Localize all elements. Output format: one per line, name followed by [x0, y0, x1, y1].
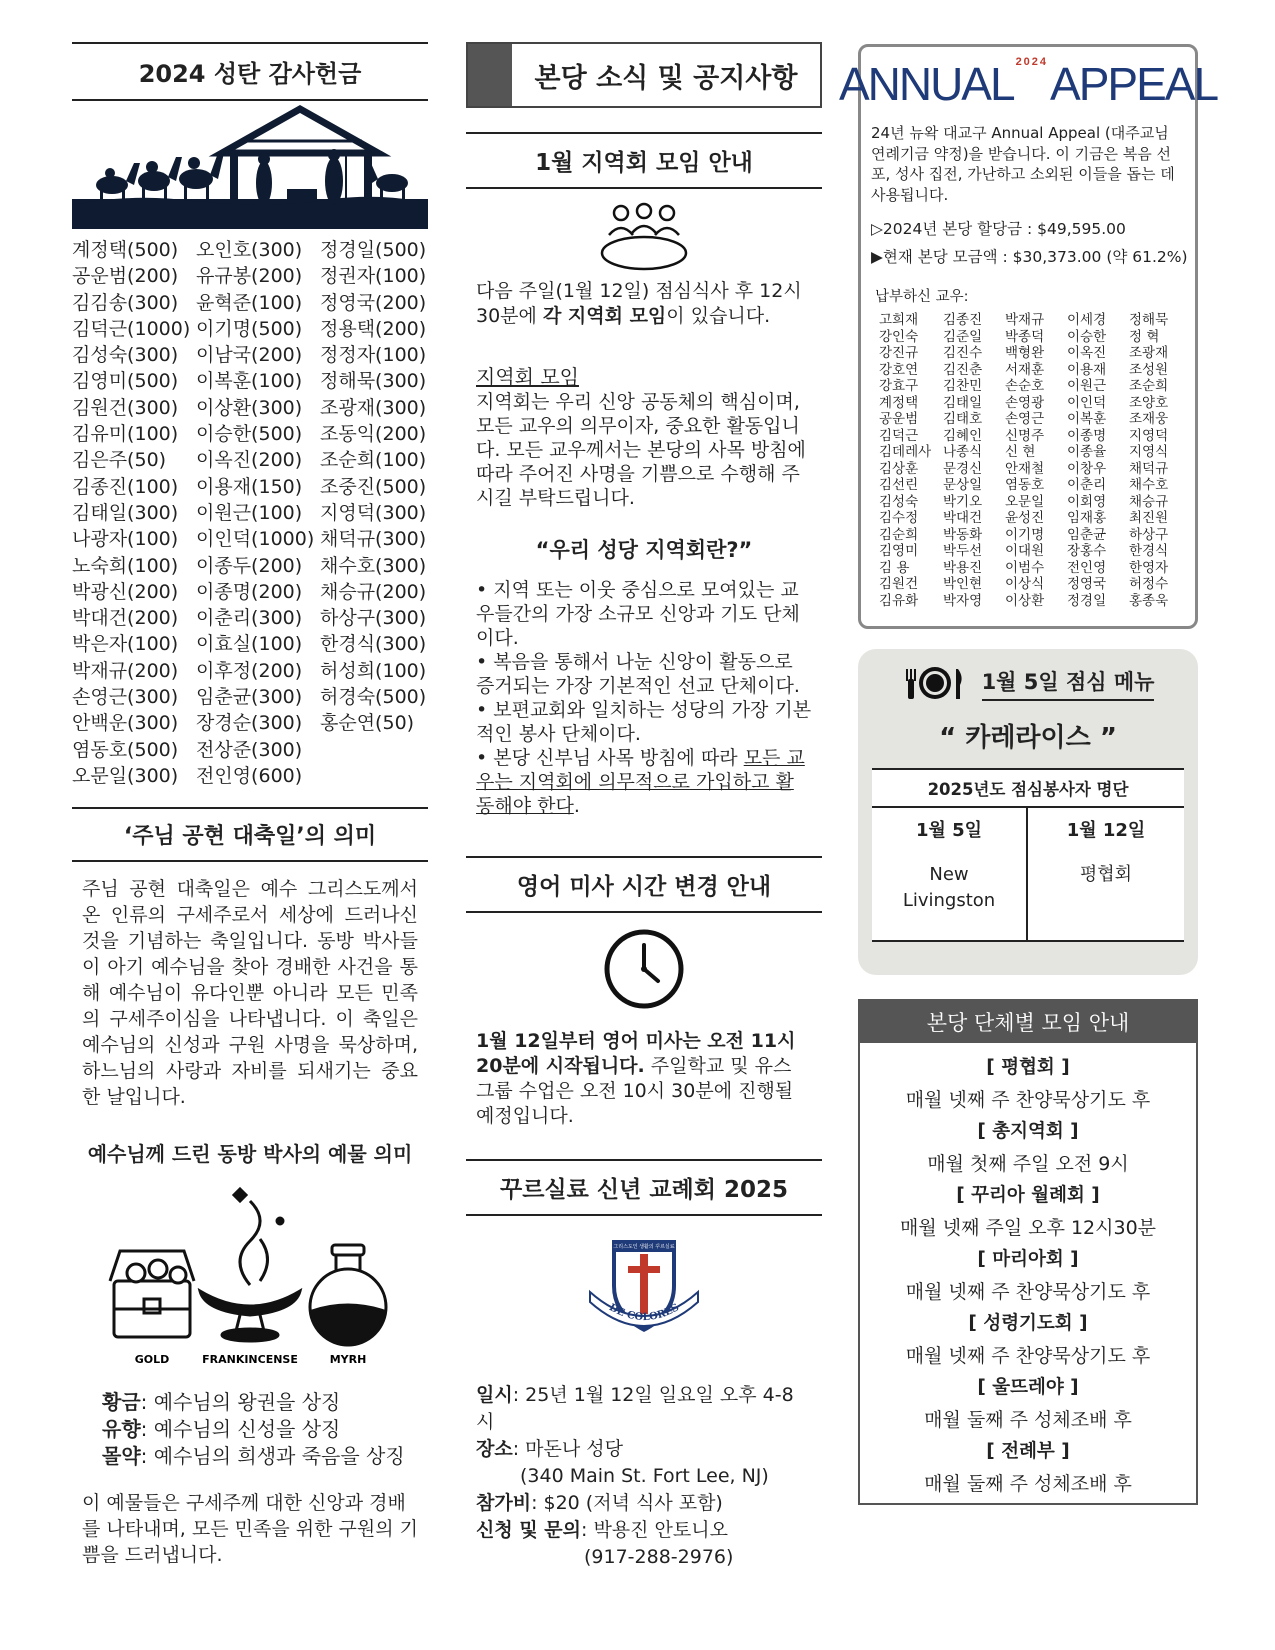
- contributor-name: 김영미: [879, 543, 919, 559]
- cursillo-date: [476, 1382, 812, 1436]
- donor-entry: 이종명(200): [196, 580, 303, 603]
- volunteer-columns: [872, 808, 1184, 940]
- lunch-menu-name: “ 카레라이스 ”: [939, 723, 1117, 753]
- contributor-name: 김덕근: [879, 427, 919, 444]
- contributor-name: 박인현: [943, 576, 983, 592]
- district-sub-title: 지역회 모임: [476, 365, 579, 389]
- contributor-name: 강진규: [879, 345, 919, 361]
- lunch-header: [872, 665, 1184, 701]
- contributor-name: 지영덕: [1129, 427, 1169, 444]
- value: : 25년 1월 12일 일요일 오후 4-8시: [476, 1384, 794, 1433]
- english-mass-bold: 1월 12일부터 영어 미사는 오전 11시 20분에 시작됩니다.: [476, 1030, 796, 1077]
- contributor-name: 나종식: [943, 444, 983, 460]
- donor-entry: 이남국(200): [196, 344, 303, 367]
- contributor-name: 김상훈: [879, 460, 919, 477]
- contributor-name: 김태호: [943, 411, 983, 427]
- contributor-name: 하상구: [1129, 526, 1169, 543]
- contributor-name: 지영식: [1129, 444, 1169, 460]
- gifts-closing-text: 이 예물들은 구세주께 대한 신앙과 경배를 나타내며, 모든 민족을 위한 구원의 기쁨을 드러냅니다.: [82, 1492, 418, 1567]
- contributor-name: 장홍수: [1067, 543, 1107, 559]
- donor-entry: 정영국(200): [320, 291, 427, 314]
- donor-entry: 조동익(200): [320, 423, 427, 446]
- contributor-name: 김진수: [943, 345, 983, 361]
- english-mass-text: [466, 1029, 822, 1129]
- volunteer-date: 1월 12일: [1066, 820, 1146, 841]
- group-time: 매월 둘째 주 성체조배 후: [924, 1473, 1132, 1495]
- contributor-name: 이범수: [1005, 559, 1045, 576]
- contributor-name: 박용진: [943, 559, 983, 576]
- myrrh-bottle-icon: [310, 1245, 386, 1345]
- epiphany-text: 주님 공현 대축일은 예수 그리스도께서 온 인류의 구세주로서 세상에 드러나신 것을 기념하는 축일입니다. 동방 박사들이 아기 예수님을 찾아 경배한 사건을 통해 예수님이 유다인뿐 아니라 모든 민족의 구세주이심을 나타냅니다. 이 축일은 예수님의 신성과 구원 사명을 묵상하며, 하느님의 사랑과 자비를 되새기는 중요한 날입니다.: [82, 878, 418, 1109]
- gold-label: GOLD: [134, 1353, 170, 1367]
- donor-entry: 이상환(300): [196, 396, 303, 419]
- donor-entry: 박대건(200): [72, 607, 179, 630]
- contributor-name: 윤성진: [1005, 510, 1045, 526]
- gift-gold: [102, 1389, 428, 1416]
- contributor-name: 이원근: [1067, 378, 1107, 394]
- donor-entry: 염동호(500): [72, 738, 179, 761]
- bullet-underlined: 모든 교우는 지역회에 의무적으로 가입하고 활동해야 한다: [476, 747, 805, 817]
- contributor-name: 박동화: [943, 526, 983, 543]
- contributor-name: 신 현: [1005, 444, 1036, 460]
- right-column: [838, 44, 1218, 1505]
- contributor-name: 계정택: [879, 394, 919, 411]
- contributor-name: 정경일: [1067, 592, 1107, 609]
- middle-column: [466, 42, 822, 1571]
- contributor-name: 문상일: [943, 477, 983, 493]
- group-time: 매월 넷째 주 찬양묵상기도 후: [905, 1281, 1151, 1303]
- donor-entry: 홍순연(50): [320, 712, 415, 735]
- donor-entry: 이복훈(100): [196, 370, 303, 393]
- label: 일시: [476, 1384, 513, 1406]
- donor-column-3: [320, 237, 428, 789]
- contributor-name: 한경식: [1129, 543, 1169, 559]
- contributor-name: 문경신: [943, 460, 983, 477]
- group-name: [ 꾸리아 월례회 ]: [956, 1185, 1100, 1206]
- contributor-name: 김종진: [943, 312, 983, 328]
- magi-gifts-illustration: [100, 1181, 400, 1371]
- contributor-name: 최진원: [1129, 510, 1169, 526]
- contributor-name: 서재훈: [1005, 361, 1045, 378]
- donor-entry: 허경숙(500): [320, 686, 427, 709]
- contributor-name: 김데레사: [879, 444, 932, 460]
- nativity-illustration: [72, 101, 428, 229]
- donor-entry: 이승한(500): [196, 423, 303, 446]
- appeal-title-left: ANNUAL: [838, 58, 1014, 110]
- donor-entry: 손영근(300): [72, 686, 179, 709]
- contributor-name: 이세경: [1067, 312, 1107, 328]
- contributor-name: 고희재: [879, 312, 919, 328]
- annual-appeal-box: [838, 44, 1218, 629]
- intro-text-end: 이 있습니다.: [666, 305, 771, 327]
- contributor-name: 손영광: [1005, 394, 1045, 411]
- donor-entry: 김덕근(1000): [72, 317, 191, 340]
- donor-entry: 김태일(300): [72, 501, 179, 524]
- volunteer-group: 평협회: [1079, 864, 1133, 885]
- cursillo-contact: [476, 1517, 812, 1544]
- donor-entry: 지영덕(300): [320, 501, 427, 524]
- contributor-name: 박재규: [1005, 312, 1045, 328]
- contributor-name: 채승규: [1129, 493, 1169, 510]
- volunteer-date: 1월 5일: [915, 820, 983, 841]
- donor-entry: 박광신(200): [72, 580, 179, 603]
- contributor-name: 강효구: [879, 378, 919, 394]
- frankincense-censer-icon: [200, 1189, 300, 1341]
- contributor-name: 허정수: [1129, 576, 1169, 592]
- gold-chest-icon: [110, 1251, 194, 1337]
- contributor-name: 염동호: [1005, 477, 1045, 493]
- gift-name: 몰약: [102, 1444, 141, 1469]
- donor-column-1: [72, 237, 196, 789]
- contributor-name: 김수정: [879, 510, 919, 526]
- contributor-name: 강인숙: [879, 328, 919, 345]
- group-name: [ 전례부 ]: [986, 1441, 1070, 1462]
- contributor-name: 전인영: [1067, 559, 1107, 576]
- appeal-description: 24년 뉴왁 대교구 Annual Appeal (대주교님 연례기금 약정)을 받습니다. 이 기금은 복음 선포, 성사 집전, 가난하고 소외된 이들을 돕는 데 사용됩니다.: [871, 124, 1175, 204]
- donor-entry: 이춘리(300): [196, 607, 303, 630]
- donor-entry: 채승규(200): [320, 580, 427, 603]
- donor-entry: 정권자(100): [320, 265, 427, 288]
- contributor-name: 이승한: [1067, 328, 1107, 345]
- contributor-name: 손영근: [1005, 411, 1045, 427]
- donor-entry: 박재규(200): [72, 659, 179, 682]
- gifts-title: 예수님께 드린 동방 박사의 예물 의미: [87, 1142, 413, 1167]
- logo-top-text: 그리스도인 생활의 꾸르실료: [613, 1244, 675, 1250]
- donor-entry: 이용재(150): [196, 475, 303, 498]
- contributor-name: 이용재: [1067, 361, 1107, 378]
- contributor-name: 정 혁: [1129, 328, 1160, 345]
- donor-entry: 장경순(300): [196, 712, 303, 735]
- contributor-name: 김선린: [879, 477, 919, 493]
- donor-entry: 정경일(500): [320, 239, 427, 261]
- label: 신청 및 문의: [476, 1519, 581, 1541]
- contributor-name: 손순호: [1005, 378, 1045, 394]
- donor-entry: 정용택(200): [320, 317, 427, 340]
- contributor-name: 임춘균: [1067, 526, 1107, 543]
- donor-entry: 나광자(100): [72, 528, 179, 551]
- group-meetings-box: [858, 999, 1198, 1505]
- group-name: [ 울뜨레야 ]: [977, 1377, 1079, 1398]
- group-time: 매월 넷째 주 찬양묵상기도 후: [905, 1345, 1151, 1367]
- donor-entry: 박은자(100): [72, 633, 179, 656]
- value: : $20 (저녁 식사 포함): [531, 1492, 723, 1514]
- cursillo-info: [466, 1382, 822, 1571]
- donor-entry: 조중진(500): [320, 475, 427, 498]
- group-time: 매월 넷째 주일 오후 12시30분: [899, 1217, 1157, 1239]
- news-header-bar: [468, 44, 512, 106]
- group-name: [ 성령기도회 ]: [968, 1313, 1088, 1334]
- donor-entry: 노숙희(100): [72, 554, 179, 577]
- donor-entry: 한경식(300): [320, 633, 427, 656]
- donor-entry: 계정택(500): [72, 239, 179, 261]
- donor-entry: 허성희(100): [320, 659, 427, 682]
- group-time: 매월 첫째 주일 오전 9시: [927, 1153, 1129, 1175]
- left-column: [72, 0, 428, 1568]
- volunteer-cell: [1028, 808, 1184, 940]
- donor-entry: 윤혁준(100): [196, 291, 303, 314]
- donor-entry: 이옥진(200): [196, 449, 303, 472]
- cursillo-address: (340 Main St. Fort Lee, NJ): [520, 1465, 769, 1487]
- group-time: 매월 넷째 주 찬양묵상기도 후: [905, 1089, 1151, 1111]
- news-header: [466, 42, 822, 108]
- epiphany-title: ‘주님 공현 대축일’의 의미: [72, 807, 428, 862]
- contributor-name: 조성원: [1129, 361, 1169, 378]
- donor-entry: 이후정(200): [196, 659, 303, 682]
- volunteer-cell: [872, 808, 1028, 940]
- bullet-item: [476, 746, 812, 818]
- contributor-name: 오문일: [1005, 493, 1045, 510]
- donor-entry: 정정자(100): [320, 344, 427, 367]
- bullet-item: • 지역 또는 이웃 중심으로 모여있는 교우들간의 가장 소규모 신앙과 기도 단체이다.: [476, 579, 800, 649]
- gift-frankincense: [102, 1416, 428, 1443]
- gift-meaning: : 예수님의 신성을 상징: [140, 1417, 341, 1442]
- group-time: 매월 둘째 주 성체조배 후: [924, 1409, 1132, 1431]
- contributor-name: 조광재: [1129, 345, 1169, 361]
- donor-entry: 김종진(100): [72, 475, 179, 498]
- district-definition-title: “우리 성당 지역회란?”: [535, 538, 753, 562]
- nativity-silhouette-icon: [72, 101, 428, 229]
- contributor-name: 정해묵: [1129, 312, 1169, 328]
- gift-name: 황금: [102, 1390, 141, 1415]
- district-sub-text: 지역회는 우리 신앙 공동체의 핵심이며, 모든 교우의 의무이자, 중요한 활동입니다. 모든 교우께서는 본당의 사목 방침에 따라 주어진 사명을 기쁨으로 수행해 주시길 부탁드립니다.: [476, 391, 806, 509]
- group-meetings-title: 본당 단체별 모임 안내: [860, 1001, 1196, 1043]
- donor-entry: 정해묵(300): [320, 370, 427, 393]
- donor-entry: 이인덕(1000): [196, 528, 315, 551]
- cursillo-fee: [476, 1490, 812, 1517]
- contributor-name: 채수호: [1129, 477, 1169, 493]
- english-mass-detail: 주일학교 및 유스 그룹 수업은 오전 10시 30분에 진행될 예정입니다.: [476, 1055, 794, 1127]
- group-name: [ 총지역회 ]: [977, 1121, 1079, 1142]
- gift-meaning: : 예수님의 왕권을 상징: [140, 1390, 341, 1415]
- value: : 마돈나 성당: [512, 1438, 623, 1460]
- donor-entry: 오인호(300): [196, 239, 303, 261]
- volunteer-group: New Livingston: [902, 864, 996, 911]
- gift-name: 유향: [102, 1417, 141, 1442]
- frankincense-label: FRANKINCENSE: [202, 1353, 298, 1367]
- district-meeting-intro: [466, 279, 822, 329]
- news-title: 본당 소식 및 공지사항: [534, 62, 798, 94]
- contributor-name: 박자영: [943, 592, 983, 609]
- appeal-raised: ▶현재 본당 모금액 : $30,373.00 (약 61.2%): [871, 248, 1188, 266]
- contributor-name: 홍종욱: [1129, 592, 1169, 609]
- bullet-item: • 보편교회와 일치하는 성당의 가장 기본적인 봉사 단체이다.: [476, 699, 812, 745]
- contributor-name: 공운범: [879, 411, 919, 427]
- contributor-name: 김찬민: [943, 378, 983, 394]
- gift-meanings: [72, 1389, 428, 1470]
- contributor-name: 채덕규: [1129, 460, 1169, 477]
- meeting-table-icon: [599, 201, 689, 273]
- contributor-name: 김태일: [943, 394, 983, 411]
- bullet-end: .: [573, 795, 580, 817]
- contributor-name: 김진춘: [943, 361, 983, 378]
- value: : 박용진 안토니오: [581, 1519, 728, 1541]
- donor-entry: 전인영(600): [196, 764, 303, 787]
- contributor-name: 이상환: [1005, 592, 1045, 609]
- intro-text: 다음 주일(1월 12일) 점심식사 후 12시 30분에: [476, 280, 802, 327]
- donor-entry: 임춘균(300): [196, 686, 303, 709]
- contributor-name: 이인덕: [1067, 394, 1107, 411]
- contributor-name: 김준일: [943, 328, 983, 345]
- donor-entry: 유규봉(200): [196, 265, 303, 288]
- donor-entry: 안백운(300): [72, 712, 179, 735]
- contributor-name: 조재웅: [1129, 411, 1169, 427]
- contributor-name: 박종덕: [1005, 328, 1045, 345]
- donor-entry: 채수호(300): [320, 554, 427, 577]
- logo-de-colores: DE COLORES: [607, 1302, 681, 1324]
- contributor-name: 박두선: [943, 543, 983, 559]
- christmas-donor-list: [72, 237, 428, 789]
- contributor-name: 이창우: [1067, 460, 1107, 477]
- donor-entry: 오문일(300): [72, 764, 179, 787]
- appeal-title-year: 2024: [1015, 56, 1049, 68]
- gift-myrrh: [102, 1443, 428, 1470]
- contributor-name: 이종율: [1067, 444, 1107, 460]
- cursillo-place: [476, 1436, 812, 1463]
- contributor-name: 이종명: [1067, 427, 1107, 444]
- donor-entry: 이종두(200): [196, 554, 303, 577]
- contributor-name: 신명주: [1005, 427, 1045, 444]
- contributors-label: 납부하신 교우:: [875, 289, 969, 305]
- contributor-name: 이춘리: [1067, 477, 1107, 493]
- contributor-name: 한영자: [1129, 559, 1169, 576]
- donor-entry: 조순희(100): [320, 449, 427, 472]
- contributor-name: 임재홍: [1067, 510, 1107, 526]
- label: 장소: [476, 1438, 513, 1460]
- contributor-name: 강호연: [879, 361, 919, 378]
- annual-appeal-title: [838, 55, 1218, 110]
- contributor-name: 박대건: [943, 510, 983, 526]
- contributor-name: 이복훈: [1067, 411, 1107, 427]
- christmas-offering-title: 2024 성탄 감사헌금: [72, 42, 428, 101]
- donor-entry: 공운범(200): [72, 265, 179, 288]
- contributor-name: 김 용: [879, 559, 910, 576]
- contributor-name: 이기명: [1005, 526, 1045, 543]
- label: 참가비: [476, 1492, 532, 1514]
- myrrh-label: MYRH: [329, 1353, 367, 1367]
- donor-entry: 이기명(500): [196, 317, 303, 340]
- contributor-name: 조양호: [1129, 394, 1169, 411]
- appeal-title-right: APPEAL: [1050, 58, 1218, 110]
- lunch-volunteer-table: [872, 768, 1184, 942]
- clock-icon: [602, 927, 686, 1011]
- plate-cutlery-icon: [902, 665, 968, 701]
- donor-entry: 김김송(300): [72, 291, 179, 314]
- intro-bold: 각 지역회 모임: [542, 305, 667, 327]
- district-sub-title-wrap: [466, 365, 822, 390]
- donor-entry: 이효실(100): [196, 633, 303, 656]
- donor-entry: 김성숙(300): [72, 344, 179, 367]
- donor-entry: 하상구(300): [320, 607, 427, 630]
- contributor-name: 조순희: [1129, 378, 1169, 394]
- contributor-name: 김순희: [879, 526, 919, 543]
- donor-entry: 조광재(300): [320, 396, 427, 419]
- donor-entry: 김은주(50): [72, 449, 167, 472]
- bullet-item: • 복음을 통해서 나눈 신앙이 활동으로 증거되는 가장 기본적인 선교 단체이다.: [476, 651, 800, 697]
- contributor-name: 백형완: [1005, 345, 1045, 361]
- group-meetings-list: [860, 1043, 1196, 1501]
- contributor-name: 이옥진: [1067, 345, 1107, 361]
- donor-entry: 김영미(500): [72, 370, 179, 393]
- donor-entry: 이원근(100): [196, 501, 303, 524]
- donor-entry: 채덕규(300): [320, 528, 427, 551]
- contributor-name: 정영국: [1067, 576, 1107, 592]
- contributor-name: 이대원: [1005, 543, 1045, 559]
- district-definition-list: [466, 578, 822, 818]
- lunch-menu-box: [858, 649, 1198, 975]
- donor-entry: 전상준(300): [196, 738, 303, 761]
- gift-meaning: : 예수님의 희생과 죽음을 상징: [140, 1444, 405, 1469]
- bullet-text: • 본당 신부님 사목 방침에 따라: [476, 747, 744, 769]
- contributor-name: 박기오: [943, 493, 983, 510]
- lunch-title: 1월 5일 점심 메뉴: [982, 666, 1155, 701]
- group-name: [ 마리아회 ]: [977, 1249, 1079, 1270]
- cursillo-logo-icon: [584, 1236, 704, 1336]
- district-meeting-title: 1월 지역회 모임 안내: [466, 132, 822, 189]
- contributor-name: 김유화: [879, 592, 919, 609]
- group-name: [ 평협회 ]: [986, 1057, 1070, 1078]
- contributor-name: 안재철: [1005, 460, 1045, 477]
- contributor-name: 김혜인: [943, 427, 983, 444]
- contributor-name: 김성숙: [879, 493, 919, 510]
- contributor-name: 김원건: [879, 576, 919, 592]
- cursillo-phone: (917-288-2976): [584, 1546, 734, 1568]
- contributors-list: [871, 312, 1185, 609]
- donor-entry: 김원건(300): [72, 396, 179, 419]
- contributor-name: 이회영: [1067, 493, 1107, 510]
- donor-column-2: [196, 237, 320, 789]
- english-mass-title: 영어 미사 시간 변경 안내: [466, 856, 822, 913]
- appeal-quota: ▷2024년 본당 할당금 : $49,595.00: [871, 220, 1126, 238]
- donor-entry: 김유미(100): [72, 423, 179, 446]
- contributor-name: 이상식: [1005, 576, 1045, 592]
- volunteer-table-title: 2025년도 점심봉사자 명단: [872, 770, 1184, 808]
- cursillo-title: 꾸르실료 신년 교례회 2025: [466, 1159, 822, 1216]
